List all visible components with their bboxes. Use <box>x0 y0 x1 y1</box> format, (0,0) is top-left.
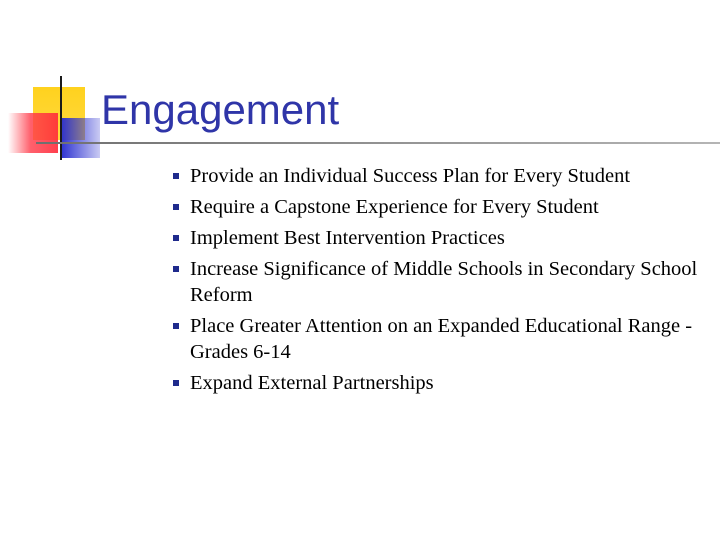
bullet-item <box>172 256 712 308</box>
blue-square <box>60 118 100 158</box>
vertical-rule <box>60 76 62 160</box>
bullet-item <box>172 370 712 396</box>
square-bullet-icon <box>173 204 179 210</box>
square-bullet-icon <box>173 323 179 329</box>
bullet-item <box>172 194 712 220</box>
bullet-text: Place Greater Attention on an Expanded Educational Range - Grades 6-14 <box>190 315 693 363</box>
bullet-item <box>172 313 712 365</box>
bullet-text: Implement Best Intervention Practices <box>190 227 505 249</box>
horizontal-rule <box>36 142 720 144</box>
square-bullet-icon <box>173 173 179 179</box>
bullet-text: Require a Capstone Experience for Every Student <box>190 196 599 218</box>
square-bullet-icon <box>173 380 179 386</box>
bullet-text: Provide an Individual Success Plan for Every Student <box>190 165 631 187</box>
bullet-text: Expand External Partnerships <box>190 372 434 394</box>
square-bullet-icon <box>173 266 179 272</box>
square-bullet-icon <box>173 235 179 241</box>
bullet-item <box>172 163 712 189</box>
slide-title: Engagement <box>101 86 340 133</box>
bullet-text: Increase Significance of Middle Schools in Secondary School Reform <box>190 258 698 306</box>
red-square <box>8 113 58 153</box>
bullet-list <box>172 163 712 401</box>
bullet-item <box>172 225 712 251</box>
